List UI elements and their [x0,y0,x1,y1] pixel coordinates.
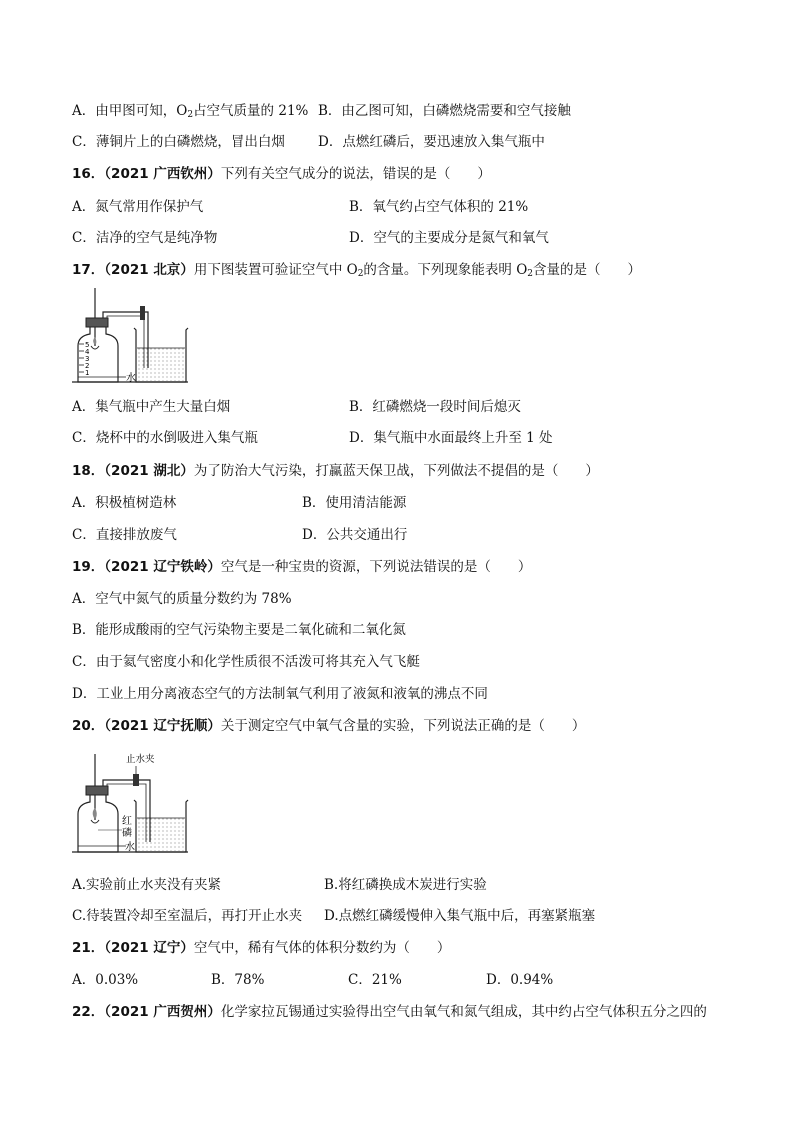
q20-option-c: C.待装置冷却至室温后，再打开止水夹 [72,908,303,924]
option-row-1: A．由甲图可知，$O_2$占空气质量的 21% [72,103,309,120]
q19-option-b: B．能形成酸雨的空气污染物主要是二氧化硫和二氧化氮 [72,622,406,638]
q17-option-b: B．红磷燃烧一段时间后熄灭 [349,399,521,415]
q20-option-d: D.点燃红磷缓慢伸入集气瓶中后，再塞紧瓶塞 [324,908,596,924]
tick-label-5: 5 [85,341,90,349]
q17-option-d: D．集气瓶中水面最终上升至 1 处 [349,430,553,446]
q17-apparatus-figure [70,288,190,386]
q21-option-d: D．0.94% [486,972,554,988]
q17-option-a: A．集气瓶中产生大量白烟 [72,399,231,415]
q17-option-c: C．烧杯中的水倒吸进入集气瓶 [72,430,258,446]
q18-option-b: B．使用清洁能源 [302,495,407,511]
q21-option-b: B．78% [211,972,265,988]
phosphorus-label: 磷 [122,828,132,839]
question-22-stem: 22．（2021 广西贺州）化学家拉瓦锡通过实验得出空气由氧气和氮气组成，其中约占空气体积五分之四的 [72,1004,707,1020]
question-21-stem: 21．（2021 辽宁）空气中，稀有气体的体积分数约为（ ） [72,940,451,956]
question-18-stem: 18．（2021 湖北）为了防治大气污染，打赢蓝天保卫战，下列做法不提倡的是（ ） [72,463,599,479]
q19-option-a: A．空气中氮气的质量分数约为 78% [72,591,292,607]
question-17-stem: 17．（2021 北京）用下图装置可验证空气中 $O_2$的含量。下列现象能表明 $O_2$含量的是（ ） [72,262,642,279]
water-label-20: 水 [125,842,135,853]
option-b: B．由乙图可知，白磷燃烧需要和空气接触 [318,103,571,119]
q16-option-b: B．氧气约占空气体积的 21% [349,199,529,215]
q21-option-c: C．21% [348,972,402,988]
q19-option-d: D．工业上用分离液态空气的方法制氧气利用了液氮和液氧的沸点不同 [72,686,488,702]
q16-option-a: A．氮气常用作保护气 [72,199,204,215]
q18-option-c: C．直接排放废气 [72,527,177,543]
red-label: 红 [122,816,132,827]
question-20-stem: 20．（2021 辽宁抚顺）关于测定空气中氧气含量的实验，下列说法正确的是（ ） [72,718,586,734]
clamp-label: 止水夹 [126,754,155,765]
q21-option-a: A．0.03% [72,972,139,988]
q18-option-a: A．积极植树造林 [72,495,177,511]
tick-label-4: 4 [85,348,90,356]
q20-apparatus-figure [70,750,190,856]
water-label: 水 [126,373,136,384]
tick-label-2: 2 [85,362,90,370]
option-d: D．点燃红磷后，要迅速放入集气瓶中 [318,134,545,150]
q16-option-d: D．空气的主要成分是氮气和氧气 [349,230,549,246]
q20-option-b: B.将红磷换成木炭进行实验 [324,877,487,893]
option-c: C．薄铜片上的白磷燃烧，冒出白烟 [72,134,285,150]
tick-label-3: 3 [85,355,90,363]
q18-option-d: D．公共交通出行 [302,527,408,543]
question-19-stem: 19．（2021 辽宁铁岭）空气是一种宝贵的资源，下列说法错误的是（ ） [72,559,532,575]
q16-option-c: C．洁净的空气是纯净物 [72,230,218,246]
q19-option-c: C．由于氦气密度小和化学性质很不活泼可将其充入气飞艇 [72,654,420,670]
q20-option-a: A.实验前止水夹没有夹紧 [72,877,222,893]
tick-label-1: 1 [85,369,90,377]
question-16-stem: 16．（2021 广西钦州）下列有关空气成分的说法，错误的是（ ） [72,166,491,182]
